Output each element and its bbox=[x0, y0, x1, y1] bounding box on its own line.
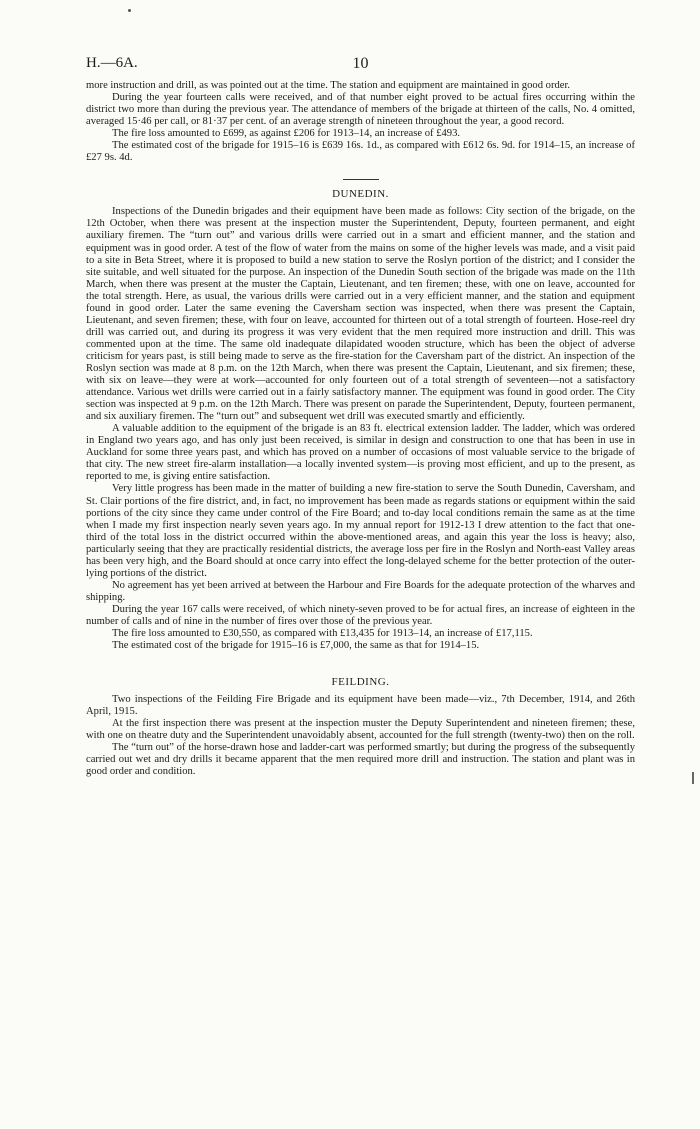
document-reference: H.—6A. bbox=[86, 55, 138, 71]
margin-mark bbox=[692, 772, 694, 784]
feilding-paragraph-1: Two inspections of the Feilding Fire Brigade and its equipment have been made—viz., 7th December, 1914, and 26th April, 1915. bbox=[86, 694, 635, 718]
dunedin-paragraph-7: The estimated cost of the brigade for 1915–16 is £7,000, the same as that for 1914–15. bbox=[112, 640, 480, 652]
section-heading-dunedin: DUNEDIN. bbox=[332, 188, 389, 201]
dunedin-paragraph-3: Very little progress has been made in the matter of building a new fire-station to serve the South Dunedin, Caversham, and St. Clair portions of the fire district, and, in fact, no improvement has been made as regards stations or equipment within the said portions of the city since they came under control of the Fire Board; and to-day local conditions remain the same as at the time when I made my first inspection nearly seven years ago. In my annual report for 1912-13 I drew attention to the fact that one-third of the total loss in the district occurred within the above-mentioned areas, and again this year the loss is heavy; also, particularly seeing that they are practically residential districts, the average loss per fire in the Roslyn and North-east Valley areas has been very high, and the Board should at once carry into effect the long-delayed scheme for the better protection of the outer-lying portions of the district. bbox=[86, 483, 635, 579]
page-number: 10 bbox=[352, 55, 369, 72]
intro-paragraph-1: more instruction and drill, as was pointed out at the time. The station and equipment are maintained in good order. bbox=[86, 80, 571, 91]
section-gap bbox=[86, 652, 635, 676]
section-heading-feilding: FEILDING. bbox=[331, 676, 390, 689]
page-header bbox=[86, 55, 635, 75]
paper-speck bbox=[128, 9, 131, 12]
dunedin-paragraph-4: No agreement has yet been arrived at between the Harbour and Fire Boards for the adequate protection of the wharves and shipping. bbox=[86, 579, 635, 603]
dunedin-paragraph-1: Inspections of the Dunedin brigades and their equipment have been made as follows: City section of the brigade, on the 12th October, when there was present at the inspection muster the Superintendent, Deputy, fourteen permanent, and eight auxiliary firemen. The “turn out” and various drills were carried out in a smart and efficient manner, and the station and equipment was in good order. A test of the flow of water from the mains on some of the higher levels was made, and a visit paid to a site in Beta Street, where it is proposed to build a new station to serve the Roslyn portion of the district; and I consider the site suitable, and well situated for the purpose. An inspection of the Dunedin South section of the brigade was made on the 11th March, when there was present at the muster the Captain, Lieutenant, and ten firemen; these, with one on leave, accounted for the total strength. Here, as usual, the various drills were carried out in a very efficient manner, and the station and equipment found in good order. Later the same evening the Caversham section was inspected, when there was present the Captain, Lieutenant, and seven firemen; these, with four on leave, accounted for thirteen out of a total strength of fourteen. Hose-reel dry drill was carried out, and during its progress it was very evident that the men required more instruction and drill. This was commented upon at the time. The same old inadequate dilapidated wooden structure, which has been the object of adverse criticism for years past, is still being made to serve as the fire-station for the Caversham part of the district. An inspection of the Roslyn section was made at 8 p.m. on the 12th March, when there was present the Captain, Lieutenant, and six firemen; these, with six on leave—they were at work—accounted for only fourteen out of a total strength of seventeen—not a satisfactory attendance. Various wet drills were carried out in a fairly satisfactory manner. The equipment was found in good order. The City section was inspected at 9 p.m. on the 12th March. There was present on parade the Superintendent, Deputy, fourteen permanent, and six auxiliary firemen. The “turn out” and subsequent wet drill was executed smartly and efficiently. bbox=[86, 206, 635, 423]
intro-paragraph-4: The estimated cost of the brigade for 1915–16 is £639 16s. 1d., as compared with £612 6s. 9d. for 1914–15, an increase of £27 9s. 4d. bbox=[86, 140, 635, 164]
feilding-paragraph-2: At the first inspection there was present at the inspection muster the Deputy Superintendent and nineteen firemen; these, with one on theatre duty and the Superintendent unavoidably absent, accounted for the full strength (twenty-two) then on the roll. bbox=[86, 718, 635, 742]
page-body bbox=[86, 80, 635, 778]
dunedin-paragraph-2: A valuable addition to the equipment of the brigade is an 83 ft. electrical extension ladder. The ladder, which was ordered in England two years ago, and has only just been received, is similar in design and construction to one that has been in use in Auckland for some three years past, and which has proved on a number of occasions of most valuable service to the brigade of that city. The new street fire-alarm installation—a locally invented system—is proving most efficient, and up to the present, as reported to me, is giving entire satisfaction. bbox=[86, 423, 635, 483]
dunedin-paragraph-6: The fire loss amounted to £30,550, as compared with £13,435 for 1913–14, an increase of £17,115. bbox=[112, 628, 533, 640]
dunedin-paragraph-5: During the year 167 calls were received, of which ninety-seven proved to be for actual fires, an increase of eighteen in the number of calls and of nine in the number of fires over those of the previous year. bbox=[86, 603, 635, 627]
intro-paragraph-3: The fire loss amounted to £699, as against £206 for 1913–14, an increase of £493. bbox=[112, 128, 461, 140]
intro-paragraph-2: During the year fourteen calls were received, and of that number eight proved to be actual fires occurring within the district two more than during the previous year. The attendance of members of the brigade at thirteen of the calls, No. 4 omitted, averaged 15·46 per call, or 81·37 per cent. of an average strength of nineteen throughout the year, a good record. bbox=[86, 92, 635, 128]
section-divider bbox=[343, 179, 379, 180]
feilding-paragraph-3: The “turn out” of the horse-drawn hose and ladder-cart was performed smartly; but during the progress of the subsequently carried out wet and dry drills it became apparent that the men required more drill and instruction. The station and plant was in good order and condition. bbox=[86, 742, 635, 778]
